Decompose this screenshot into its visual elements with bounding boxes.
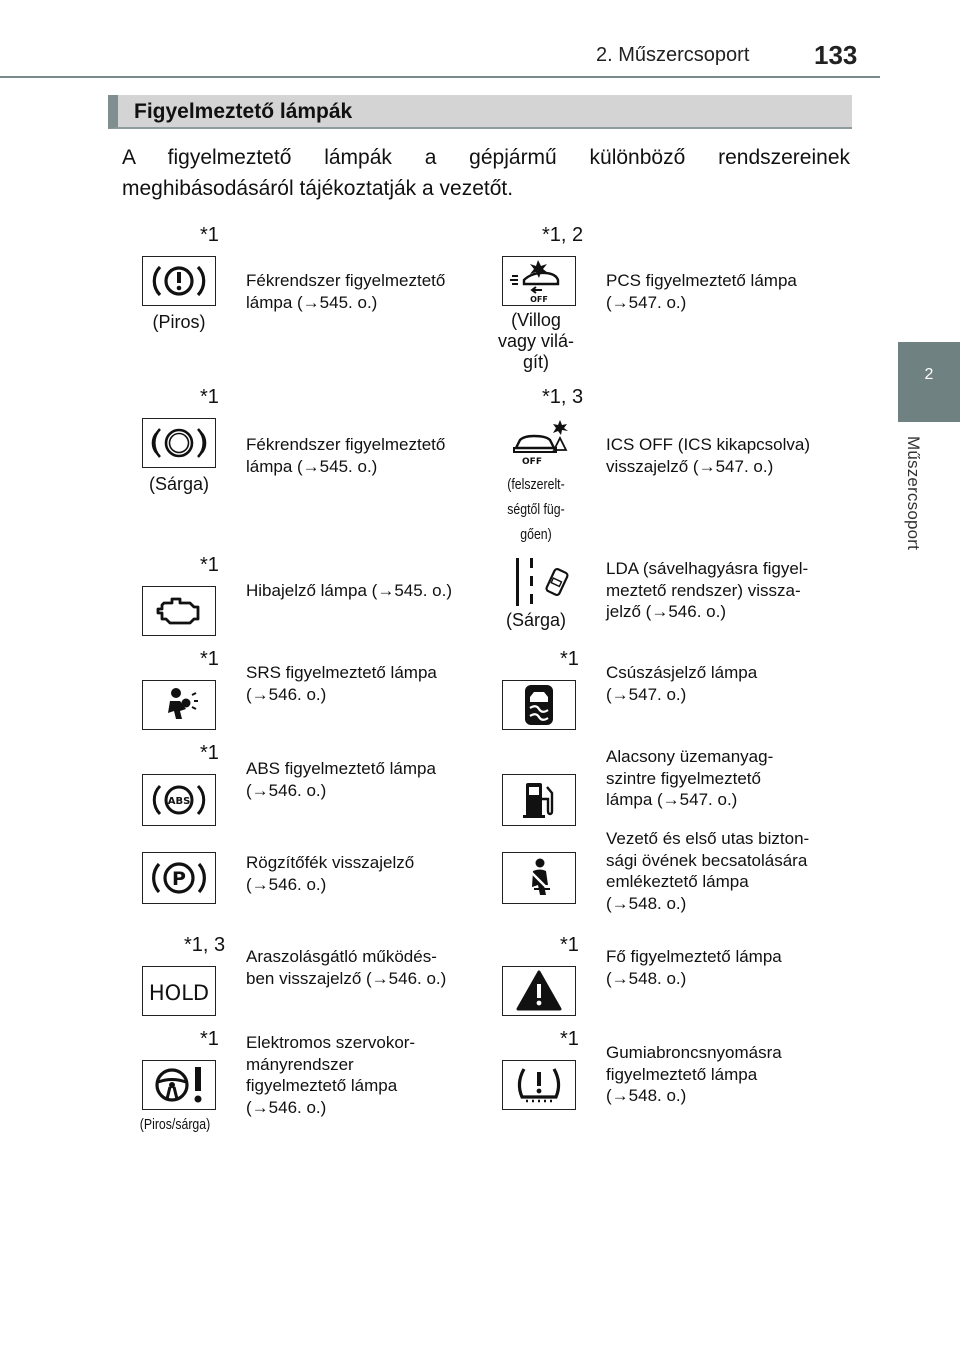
lamp-description: SRS figyelmeztető lámpa (→546. o.): [246, 663, 437, 704]
engine-malfunction-icon: [142, 586, 216, 636]
lamp-description: Fékrendszer figyelmeztető lámpa (→545. o.): [246, 271, 446, 312]
footnote-marker: *1: [200, 554, 219, 576]
ics-off-icon: [502, 418, 576, 468]
section-title: Figyelmeztető lámpák: [134, 100, 353, 123]
hold-label: HOLD: [148, 981, 210, 1005]
icon-caption: (Sárga): [505, 610, 567, 630]
lamp-description: Elektromos szervokor- mányrendszer figyelmeztető lámpa (→546. o.): [246, 1033, 416, 1117]
lamp-description: Fékrendszer figyelmeztető lámpa (→545. o.): [246, 435, 446, 476]
parking-label: P: [172, 868, 186, 890]
lamp-description: Araszolásgátló működés- ben visszajelző (→546. o.): [246, 947, 447, 988]
hold-indicator-icon: [142, 966, 216, 1016]
parking-brake-icon: [142, 852, 216, 904]
chapter-tab-number: 2: [924, 366, 934, 383]
footnote-marker: *1: [560, 648, 579, 670]
section-heading-bar: [108, 95, 852, 129]
eps-warning-icon: [142, 1060, 216, 1110]
lamp-description: PCS figyelmeztető lámpa (→547. o.): [606, 271, 797, 312]
lamp-description: ICS OFF (ICS kikapcsolva) visszajelző (→547. o.): [606, 435, 811, 476]
footnote-marker: *1: [200, 742, 219, 764]
off-label: OFF: [522, 457, 542, 467]
brake-warning-yellow-icon: [142, 418, 216, 468]
lamp-description: Fő figyelmeztető lámpa (→548. o.): [606, 947, 782, 988]
chapter-tab: [898, 342, 960, 422]
page-number: 133: [814, 40, 858, 70]
lamp-description: Rögzítőfék visszajelző (→546. o.): [246, 853, 415, 894]
lamp-description: ABS figyelmeztető lámpa (→546. o.): [246, 759, 436, 800]
lda-icon: [502, 556, 576, 608]
off-label: OFF: [530, 295, 548, 304]
lamp-description: LDA (sávelhagyásra figyel- meztető rendszer) vissza- jelző (→546. o.): [606, 559, 809, 621]
brake-warning-red-icon: [142, 256, 216, 306]
chapter-tab-label: Műszercsoport: [904, 436, 923, 551]
lamp-description: Vezető és első utas bizton- sági övének becsatolására emlékeztető lámpa (→548. o.): [606, 829, 810, 913]
slip-indicator-icon: [502, 680, 576, 730]
footnote-marker: *1: [200, 224, 219, 246]
footnote-marker: *1: [200, 386, 219, 408]
icon-caption: (Villog vagy vilá- gít): [497, 310, 575, 372]
icon-caption: (Piros/sárga): [139, 1116, 211, 1133]
header-rule: [0, 76, 880, 78]
lamp-description: Hibajelző lámpa (→545. o.): [246, 581, 452, 600]
footnote-marker: *1, 3: [542, 386, 584, 408]
lamp-description: Alacsony üzemanyag- szintre figyelmeztető lámpa (→547. o.): [606, 747, 774, 809]
intro-paragraph: A figyelmeztető lámpák a gépjármű különböző rendszereinek meghibásodásáról tájékoztatják a vezetőt.: [122, 146, 850, 200]
footnote-marker: *1: [560, 934, 579, 956]
header-chapter: 2. Műszercsoport: [596, 44, 750, 66]
master-warning-icon: [502, 966, 576, 1016]
seatbelt-reminder-icon: [502, 852, 576, 904]
pcs-warning-icon: [502, 256, 576, 306]
footnote-marker: *1: [200, 648, 219, 670]
footnote-marker: *1, 3: [184, 934, 226, 956]
footnote-marker: *1: [560, 1028, 579, 1050]
footnote-marker: *1, 2: [542, 224, 584, 246]
lamp-description: Csúszásjelző lámpa (→547. o.): [606, 663, 758, 704]
srs-airbag-icon: [142, 680, 216, 730]
lamp-description: Gumiabroncsnyomásra figyelmeztető lámpa (→548. o.): [606, 1043, 782, 1105]
footnote-marker: *1: [200, 1028, 219, 1050]
low-fuel-icon: [502, 774, 576, 826]
icon-caption: (Piros): [152, 312, 206, 332]
icon-caption: (felszerelt- ségtől füg- gően): [507, 476, 565, 543]
icon-caption: (Sárga): [148, 474, 210, 494]
tire-pressure-warning-icon: [502, 1060, 576, 1110]
abs-label: ABS: [167, 796, 191, 807]
abs-warning-icon: [142, 774, 216, 826]
